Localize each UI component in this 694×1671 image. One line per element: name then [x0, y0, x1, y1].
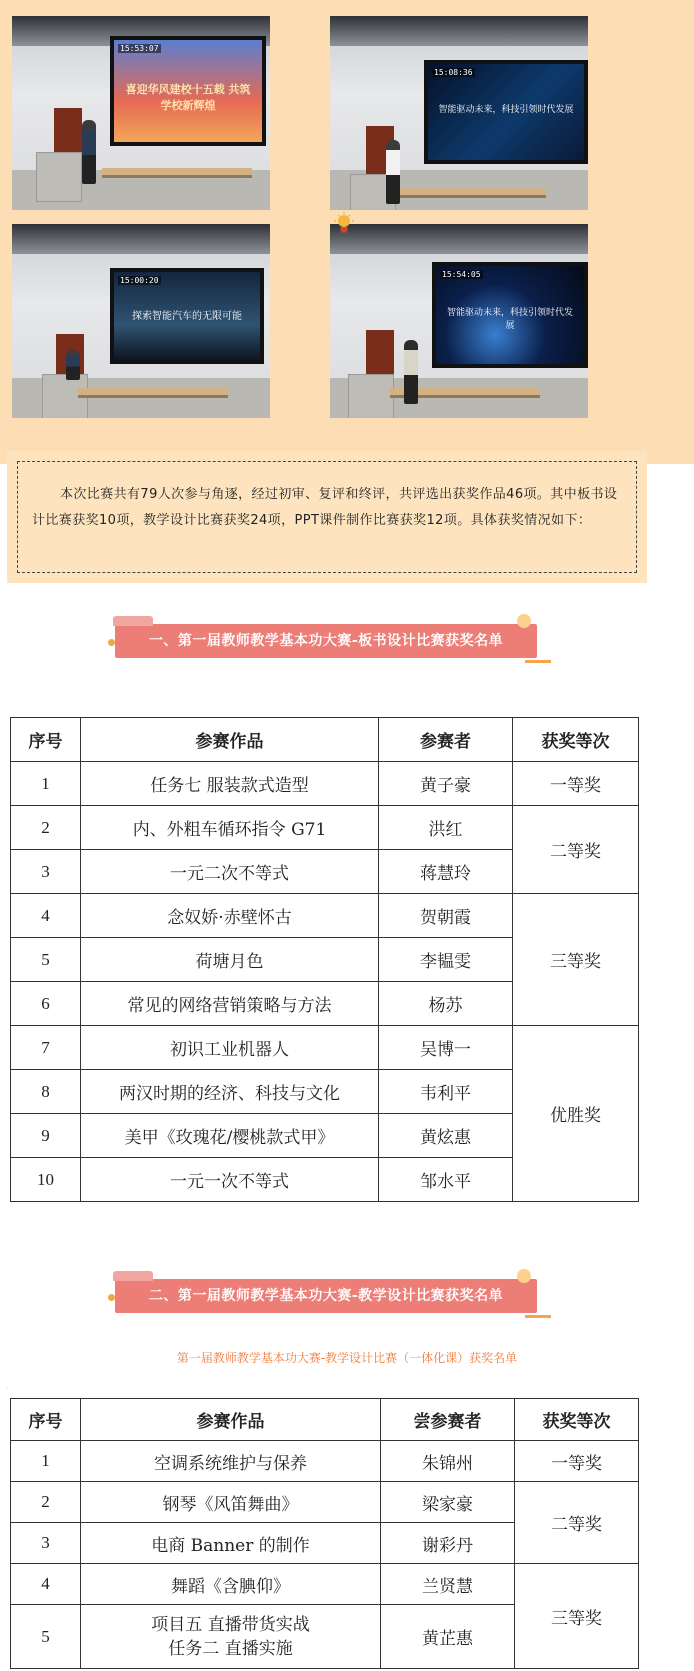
- section-title-2: 二、第一届教师教学基本功大赛-教学设计比赛获奖名单: [148, 1288, 504, 1304]
- section-banner-2: [115, 1279, 537, 1313]
- header-award: 获奖等次: [515, 1399, 639, 1441]
- intro-text: 本次比赛共有79人次参与角逐，经过初审、复评和终评，共评选出获奖作品46项。其中板书设计比赛获奖10项，教学设计比赛获奖24项，PPT课件制作比赛获奖12项。具体获奖情况如下：: [32, 487, 618, 528]
- row-award: 一等奖: [515, 1441, 639, 1482]
- table-row: [11, 1026, 639, 1070]
- section-banner-1: [115, 624, 537, 658]
- row-participant: 杨苏: [379, 982, 513, 1026]
- row-work: 钢琴《风笛舞曲》: [81, 1482, 381, 1523]
- header-work: 参赛作品: [81, 1399, 381, 1441]
- row-work: 美甲《玫瑰花/樱桃款式甲》: [81, 1114, 379, 1158]
- row-participant: 蒋慧玲: [379, 850, 513, 894]
- screen-clock: 15:08:36: [434, 68, 473, 77]
- row-work: 常见的网络营销策略与方法: [81, 982, 379, 1026]
- row-work-line: 项目五 直播带货实战: [151, 1614, 310, 1635]
- row-no: 7: [11, 1026, 81, 1070]
- header-no: 序号: [11, 718, 81, 762]
- section-title-1: 一、第一届教师教学基本功大赛-板书设计比赛获奖名单: [148, 633, 504, 649]
- table-row: [11, 806, 639, 850]
- intro-box: [17, 461, 637, 573]
- table-row: [11, 1482, 639, 1523]
- row-participant: 贺朝霞: [379, 894, 513, 938]
- slide-title: 智能驱动未来，科技引领时代发展: [438, 105, 574, 116]
- row-work: 空调系统维护与保养: [81, 1441, 381, 1482]
- row-no: 5: [11, 1605, 81, 1669]
- row-work: [81, 1605, 381, 1669]
- row-participant: 黄芷惠: [381, 1605, 515, 1669]
- slide-title: 探索智能汽车的无限可能: [132, 311, 242, 323]
- header-award: 获奖等次: [513, 718, 639, 762]
- slide-title: 智能驱动未来，科技引领时代发展: [446, 308, 573, 332]
- screen-clock: 15:53:07: [120, 44, 159, 53]
- table-header-row: [11, 1399, 639, 1441]
- row-participant: 邹水平: [379, 1158, 513, 1202]
- presentation-screen: [110, 36, 266, 146]
- row-no: 6: [11, 982, 81, 1026]
- event-photo-2: [328, 14, 590, 212]
- row-no: 4: [11, 1564, 81, 1605]
- banner-dot: [108, 1294, 115, 1301]
- row-no: 8: [11, 1070, 81, 1114]
- row-work: 任务七 服装款式造型: [81, 762, 379, 806]
- row-participant: 梁家豪: [381, 1482, 515, 1523]
- row-work-line: 任务二 直播实施: [168, 1638, 293, 1659]
- row-award: 三等奖: [513, 894, 639, 1026]
- row-no: 3: [11, 850, 81, 894]
- screen-clock: 15:00:20: [120, 276, 159, 285]
- row-work: 一元一次不等式: [81, 1158, 379, 1202]
- row-participant: 黄子豪: [379, 762, 513, 806]
- event-photo-3: [10, 222, 272, 420]
- table-row: [11, 1441, 639, 1482]
- header-work: 参赛作品: [81, 718, 379, 762]
- banner-dot: [108, 639, 115, 646]
- row-participant: 韦利平: [379, 1070, 513, 1114]
- row-work: 荷塘月色: [81, 938, 379, 982]
- table-header-row: [11, 718, 639, 762]
- presentation-screen: [110, 268, 264, 364]
- slide-title: 喜迎华风建校十五载 共筑学校新辉煌: [125, 82, 251, 112]
- row-work: 两汉时期的经济、科技与文化: [81, 1070, 379, 1114]
- stray-mark: .: [6, 1384, 8, 1391]
- row-participant: 洪红: [379, 806, 513, 850]
- event-photo-1: [10, 14, 272, 212]
- row-no: 1: [11, 762, 81, 806]
- row-award: 二等奖: [515, 1482, 639, 1564]
- row-no: 4: [11, 894, 81, 938]
- row-no: 9: [11, 1114, 81, 1158]
- presentation-screen: [424, 60, 588, 164]
- screen-clock: 15:54:05: [442, 270, 481, 279]
- row-no: 10: [11, 1158, 81, 1202]
- row-no: 1: [11, 1441, 81, 1482]
- header-participant: 尝参赛者: [381, 1399, 515, 1441]
- row-work: 内、外粗车循环指令 G71: [81, 806, 379, 850]
- row-no: 2: [11, 806, 81, 850]
- row-no: 2: [11, 1482, 81, 1523]
- header-participant: 参赛者: [379, 718, 513, 762]
- sun-badge-icon: [333, 212, 355, 234]
- row-no: 5: [11, 938, 81, 982]
- row-participant: 朱锦州: [381, 1441, 515, 1482]
- table-row: [11, 1564, 639, 1605]
- row-participant: 兰贤慧: [381, 1564, 515, 1605]
- award-table-teaching-design: [10, 1398, 639, 1669]
- row-award: 一等奖: [513, 762, 639, 806]
- row-participant: 李韫雯: [379, 938, 513, 982]
- award-table-board-design: [10, 717, 639, 1202]
- row-work: 舞蹈《含腆仰》: [81, 1564, 381, 1605]
- event-photo-4: [328, 222, 590, 420]
- row-award: 二等奖: [513, 806, 639, 894]
- row-work: 一元二次不等式: [81, 850, 379, 894]
- row-participant: 黄炫惠: [379, 1114, 513, 1158]
- row-no: 3: [11, 1523, 81, 1564]
- row-award: 优胜奖: [513, 1026, 639, 1202]
- row-work: 念奴娇·赤壁怀古: [81, 894, 379, 938]
- row-award: 三等奖: [515, 1564, 639, 1669]
- row-participant: 谢彩丹: [381, 1523, 515, 1564]
- table-row: [11, 894, 639, 938]
- intro-panel: [7, 451, 647, 583]
- row-participant: 吴博一: [379, 1026, 513, 1070]
- row-work: 电商 Banner 的制作: [81, 1523, 381, 1564]
- table-subtitle: 第一届教师教学基本功大赛-教学设计比赛（一体化课）获奖名单: [176, 1351, 518, 1365]
- table-row: [11, 762, 639, 806]
- row-work: 初识工业机器人: [81, 1026, 379, 1070]
- header-no: 序号: [11, 1399, 81, 1441]
- presentation-screen: [432, 262, 588, 368]
